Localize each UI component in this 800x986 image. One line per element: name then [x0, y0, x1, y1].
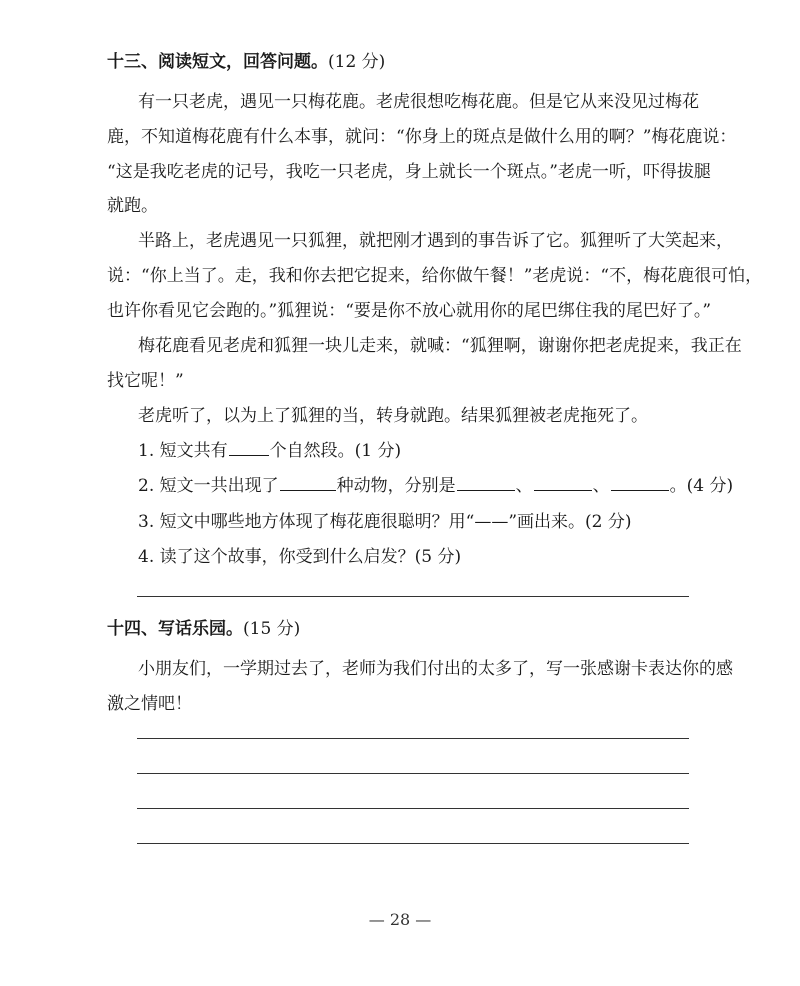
story-line: 梅花鹿看见老虎和狐狸一块儿走来，就喊：“狐狸啊，谢谢你把老虎捉来，我正在 [138, 336, 742, 356]
answer-line[interactable] [137, 596, 689, 597]
question-2 [138, 471, 800, 496]
writing-prompt-line: 激之情吧！ [107, 694, 192, 714]
question-3: 3. 短文中哪些地方体现了梅花鹿很聪明？用“——”画出来。(2 分) [138, 512, 632, 532]
section-14-score: (15 分) [243, 619, 301, 639]
story-line: “这是我吃老虎的记号，我吃一只老虎，身上就长一个斑点。”老虎一听，吓得拔腿 [107, 162, 711, 182]
question-1 [138, 436, 800, 461]
story-line: 找它呢！” [107, 371, 184, 391]
section-13-heading [107, 47, 707, 72]
story-line: 有一只老虎，遇见一只梅花鹿。老虎很想吃梅花鹿。但是它从来没见过梅花 [138, 92, 699, 112]
separator: 、 [592, 476, 610, 496]
story-line: 说：“你上当了。走，我和你去把它捉来，给你做午餐！”老虎说：“不，梅花鹿很可怕， [107, 266, 763, 286]
question-2-text: 2. 短文一共出现了 [138, 476, 279, 496]
story-line: 半路上，老虎遇见一只狐狸，就把刚才遇到的事告诉了它。狐狸听了大笑起来， [138, 231, 733, 251]
story-line: 老虎听了，以为上了狐狸的当，转身就跑。结果狐狸被老虎拖死了。 [138, 406, 648, 426]
question-4: 4. 读了这个故事，你受到什么启发？(5 分) [138, 547, 462, 567]
question-1-text: 个自然段。(1 分) [269, 441, 402, 461]
separator: 、 [515, 476, 533, 496]
writing-line[interactable] [137, 808, 689, 809]
section-13-title: 十三、阅读短文，回答问题。 [107, 52, 328, 72]
story-line: 就跑。 [107, 196, 158, 216]
writing-line[interactable] [137, 773, 689, 774]
story-line: 也许你看见它会跑的。”狐狸说：“要是你不放心就用你的尾巴绑住我的尾巴好了。” [107, 301, 712, 321]
answer-blank[interactable] [280, 474, 336, 491]
answer-blank[interactable] [229, 439, 269, 456]
writing-prompt-line: 小朋友们，一学期过去了，老师为我们付出的太多了，写一张感谢卡表达你的感 [138, 659, 733, 679]
writing-line[interactable] [137, 843, 689, 844]
writing-line[interactable] [137, 738, 689, 739]
section-14-heading [107, 614, 707, 639]
page-number: — 28 — [368, 910, 432, 929]
answer-blank[interactable] [611, 474, 669, 491]
question-1-text: 1. 短文共有 [138, 441, 228, 461]
answer-blank[interactable] [534, 474, 592, 491]
section-14-title: 十四、写话乐园。 [107, 619, 243, 639]
section-13-score: (12 分) [328, 52, 386, 72]
story-line: 鹿，不知道梅花鹿有什么本事，就问：“你身上的斑点是做什么用的啊？”梅花鹿说： [107, 127, 737, 147]
answer-blank[interactable] [457, 474, 515, 491]
question-2-text: 。(4 分) [669, 476, 734, 496]
question-2-text: 种动物，分别是 [336, 476, 456, 496]
